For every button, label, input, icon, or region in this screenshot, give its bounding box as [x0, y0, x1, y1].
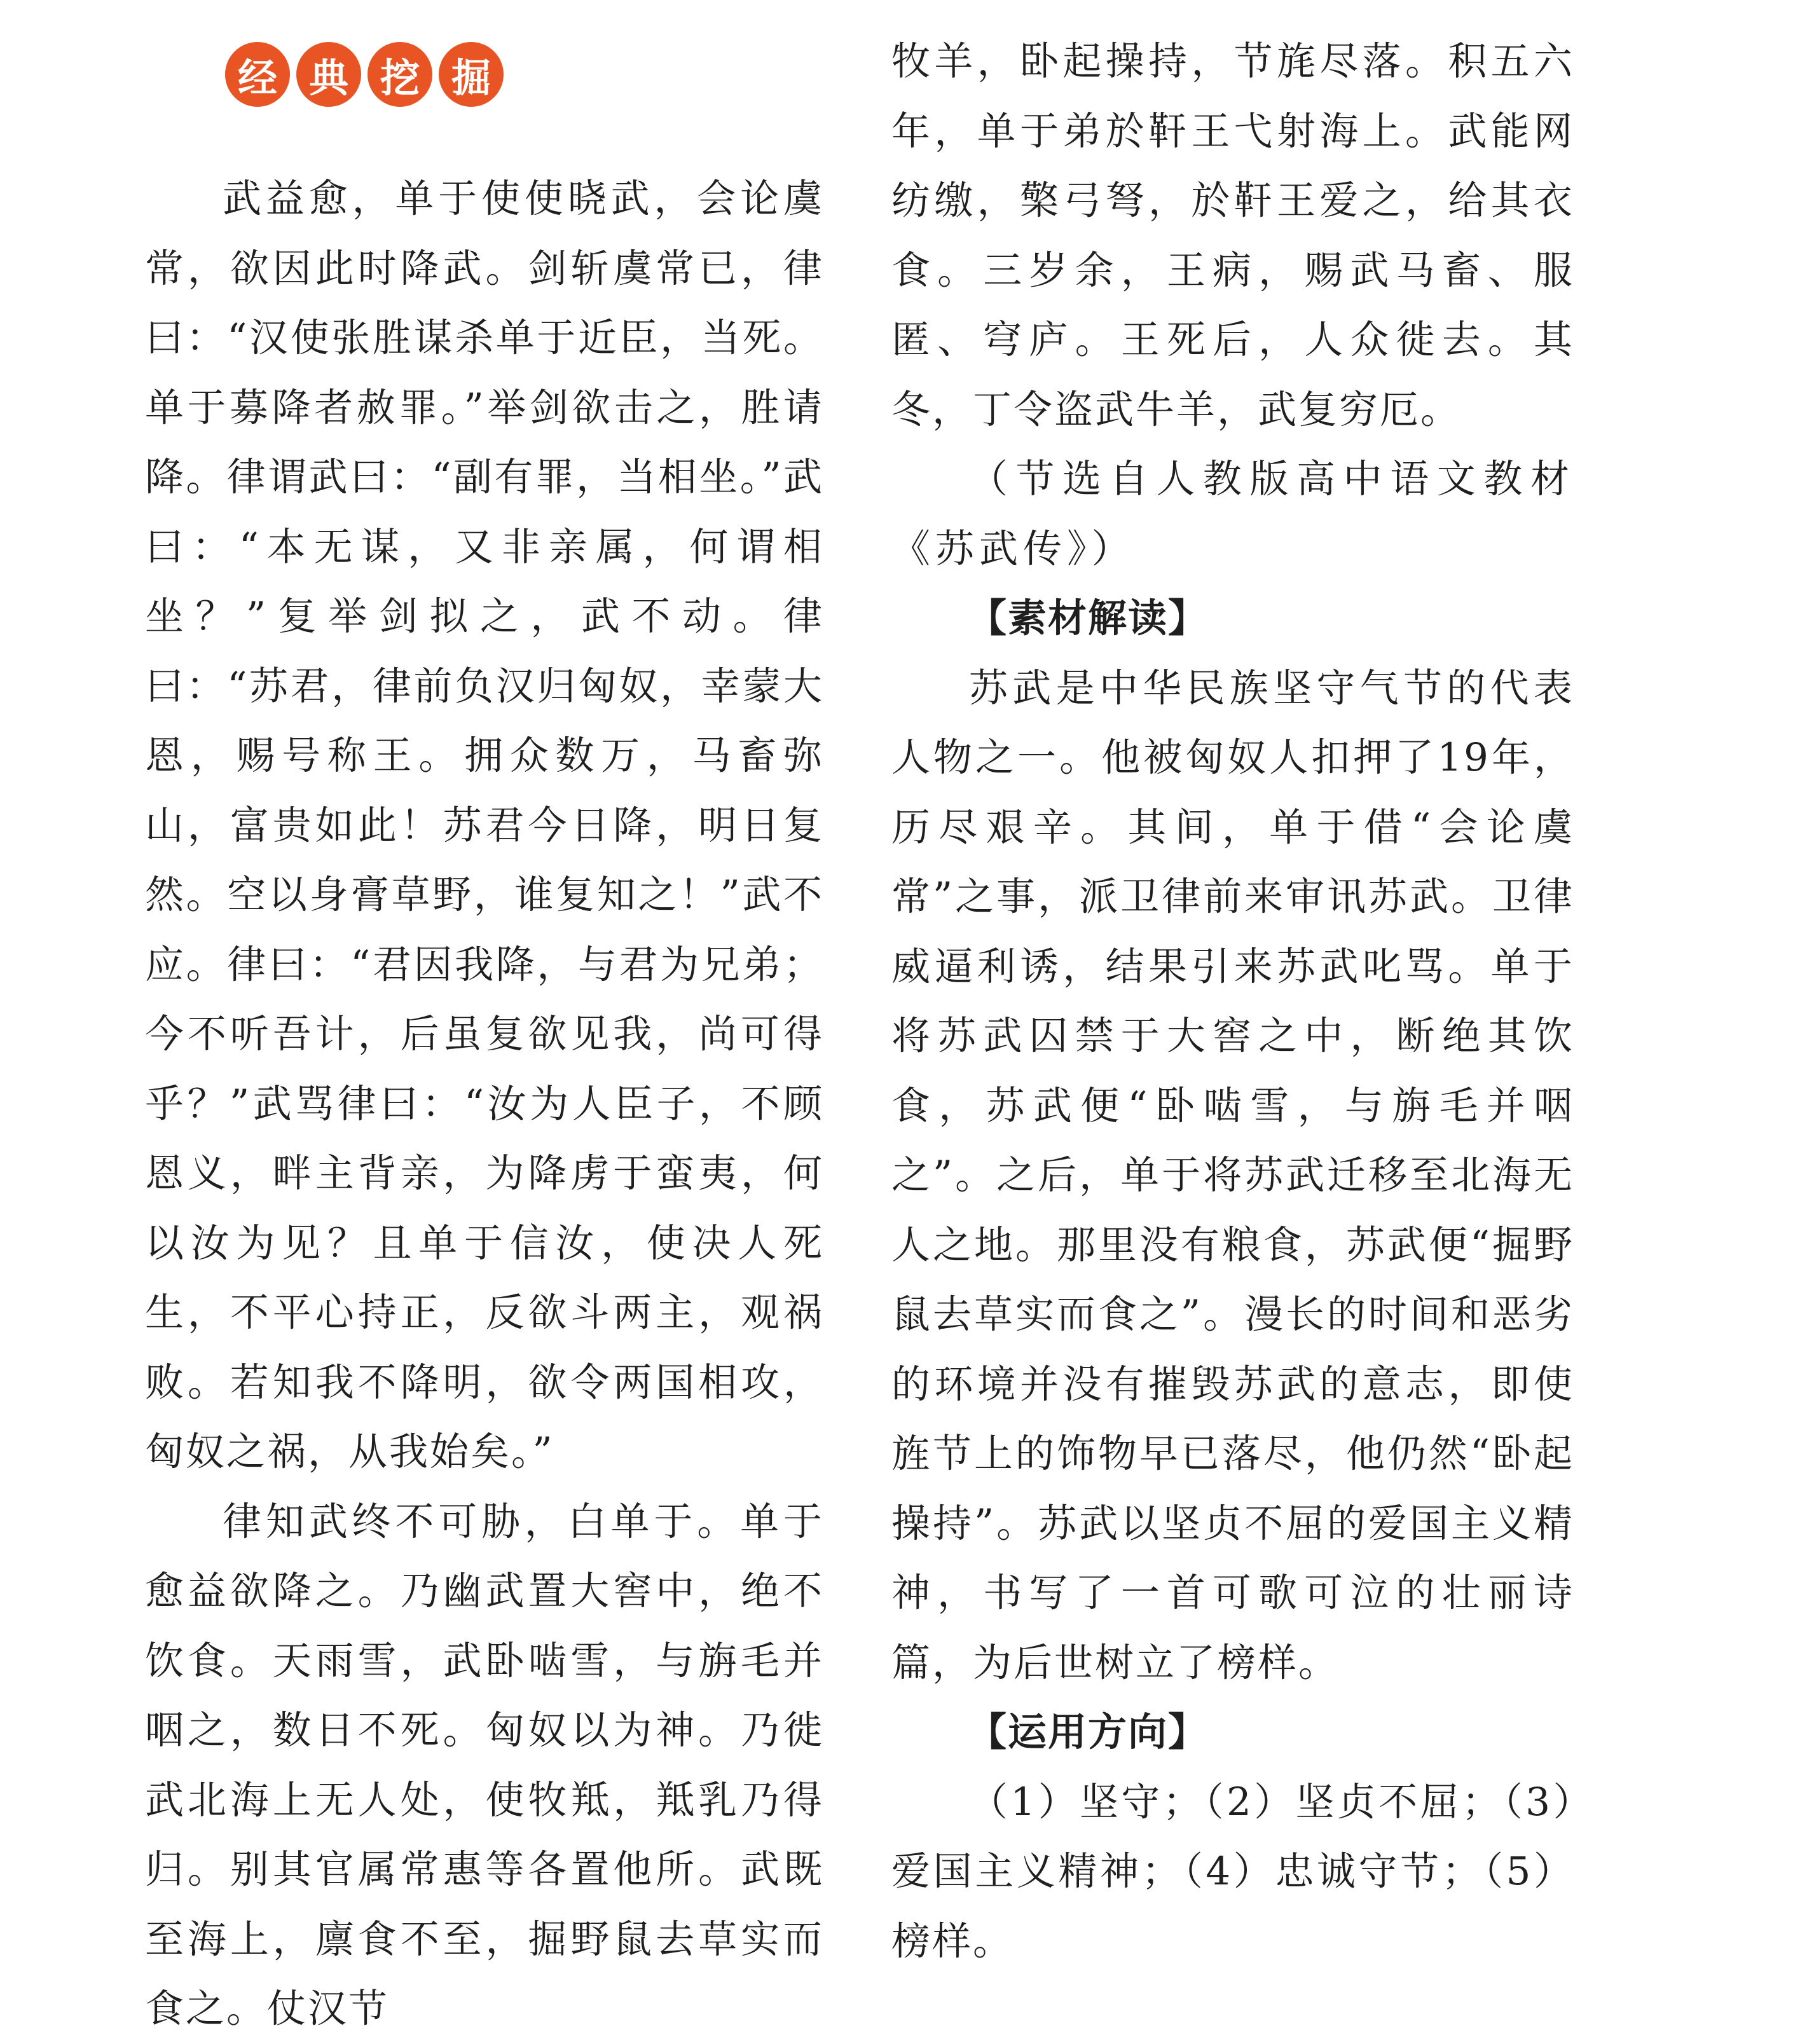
section-badge: [225, 42, 504, 107]
source-citation: （节选自人教版高中语文教材《苏武传》）: [891, 456, 1574, 572]
application-direction-heading: 【运用方向】: [968, 1710, 1209, 1755]
classical-text-paragraph-2: 律知武终不可胁，白单于。单于愈益欲降之。乃幽武置大窖中，绝不饮食。天雨雪，武卧啮雪，与旃毛并咽之，数日不死。匈奴以为神。乃徙武北海上无人处，使牧羝，羝乳乃得归。别其官属常惠等各置他所。武既至海上，廪食不至，掘野鼠去草实而食之。仗汉节: [145, 1499, 824, 2031]
badge-char-2: 典: [296, 42, 361, 107]
badge-char-3: 挖: [368, 42, 432, 107]
application-direction-text: （1）坚守；（2）坚贞不屈；（3）爱国主义精神；（4）忠诚守节；（5）榜样。: [891, 1779, 1574, 1964]
badge-char-4: 掘: [439, 42, 504, 107]
classical-text-continuation: 牧羊，卧起操持，节旄尽落。积五六年，单于弟於靬王弋射海上。武能网纺缴，檠弓弩，於靬王爱之，给其衣食。三岁余，王病，赐武马畜、服匿、穹庐。王死后，人众徙去。其冬，丁令盗武牛羊，武复穷厄。: [891, 39, 1574, 432]
classical-text-paragraph-1: 武益愈，单于使使晓武，会论虞常，欲因此时降武。剑斩虞常已，律曰：“汉使张胜谋杀单于近臣，当死。单于募降者赦罪。”举剑欲击之，胜请降。律谓武曰：“副有罪，当相坐。”武曰：“本无谋，又非亲属，何谓相坐？”复举剑拟之，武不动。律曰：“苏君，律前负汉归匈奴，幸蒙大恩，赐号称王。拥众数万，马畜弥山，富贵如此！苏君今日降，明日复然。空以身膏草野，谁复知之！”武不应。律曰：“君因我降，与君为兄弟；今不听吾计，后虽复欲见我，尚可得乎？”武骂律曰：“汝为人臣子，不顾恩义，畔主背亲，为降虏于蛮夷，何以汝为见？且单于信汝，使决人死生，不平心持正，反欲斗两主，观祸败。若知我不降明，欲令两国相攻，匈奴之祸，从我始矣。”: [145, 176, 824, 1474]
material-interpretation-heading: 【素材解读】: [968, 596, 1209, 641]
left-column: [145, 164, 824, 2044]
badge-char-1: 经: [225, 42, 290, 107]
right-column: [891, 27, 1574, 1976]
material-interpretation-text: 苏武是中华民族坚守气节的代表人物之一。他被匈奴人扣押了19年，历尽艰辛。其间，单于借“会论虞常”之事，派卫律前来审讯苏武。卫律威逼利诱，结果引来苏武叱骂。单于将苏武囚禁于大窖之中，断绝其饮食，苏武便“卧啮雪，与旃毛并咽之”。之后，单于将苏武迁移至北海无人之地。那里没有粮食，苏武便“掘野鼠去草实而食之”。漫长的时间和恶劣的环境并没有摧毁苏武的意志，即使旌节上的饰物早已落尽，他仍然“卧起操持”。苏武以坚贞不屈的爱国主义精神，书写了一首可歌可泣的壮丽诗篇，为后世树立了榜样。: [891, 665, 1574, 1685]
